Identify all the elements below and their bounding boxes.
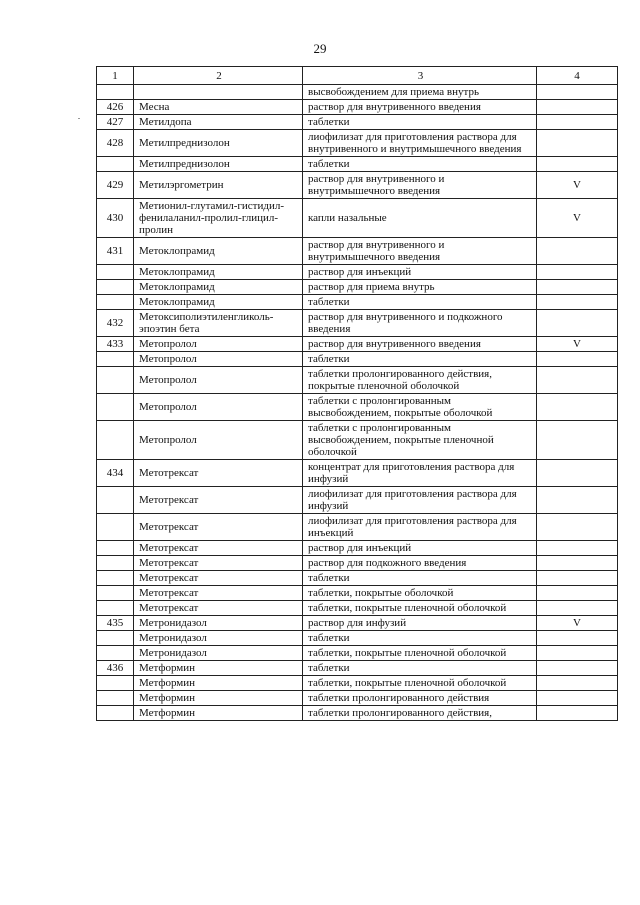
row-number-cell — [97, 514, 134, 541]
mark-cell — [537, 601, 618, 616]
row-number-cell — [97, 631, 134, 646]
drug-name-cell: Метронидазол — [134, 616, 303, 631]
dosage-form-cell: таблетки — [303, 115, 537, 130]
drug-name-cell: Метопролол — [134, 421, 303, 460]
mark-cell — [537, 367, 618, 394]
row-number-cell — [97, 280, 134, 295]
row-number-cell — [97, 586, 134, 601]
dosage-form-cell: лиофилизат для приготовления раствора для внутривенного и внутримышечного введения — [303, 130, 537, 157]
row-number-cell: 427 — [97, 115, 134, 130]
dosage-form-cell: таблетки — [303, 157, 537, 172]
table-row — [97, 310, 618, 337]
table-row — [97, 676, 618, 691]
table-row — [97, 460, 618, 487]
row-number-cell: 436 — [97, 661, 134, 676]
drug-name-cell: Метотрексат — [134, 514, 303, 541]
table-row — [97, 199, 618, 238]
dosage-form-cell: таблетки — [303, 631, 537, 646]
dosage-form-cell: таблетки с пролонгированным высвобождением, покрытые оболочкой — [303, 394, 537, 421]
drug-name-cell: Метоклопрамид — [134, 238, 303, 265]
table-row — [97, 280, 618, 295]
row-number-cell — [97, 265, 134, 280]
mark-cell — [537, 586, 618, 601]
table-row — [97, 691, 618, 706]
table-row — [97, 586, 618, 601]
mark-cell — [537, 556, 618, 571]
drug-name-cell: Метионил-глутамил-гистидил-фенилаланил-пролил-глицил-пролин — [134, 199, 303, 238]
drug-name-cell: Метоклопрамид — [134, 295, 303, 310]
table-row — [97, 706, 618, 721]
dosage-form-cell: раствор для внутривенного введения — [303, 337, 537, 352]
drug-name-cell: Метотрексат — [134, 541, 303, 556]
drug-name-cell: Метоксиполиэтиленгликоль-эпоэтин бета — [134, 310, 303, 337]
dosage-form-cell: лиофилизат для приготовления раствора для инфузий — [303, 487, 537, 514]
mark-cell — [537, 115, 618, 130]
drug-table — [96, 66, 618, 721]
table-row — [97, 394, 618, 421]
row-number-cell — [97, 394, 134, 421]
table-row — [97, 130, 618, 157]
header-col-1: 1 — [97, 67, 134, 85]
row-number-cell — [97, 541, 134, 556]
dosage-form-cell: таблетки — [303, 352, 537, 367]
mark-cell — [537, 514, 618, 541]
drug-name-cell: Метопролол — [134, 337, 303, 352]
mark-cell — [537, 352, 618, 367]
drug-name-cell: Метотрексат — [134, 487, 303, 514]
drug-name-cell — [134, 85, 303, 100]
table-row — [97, 514, 618, 541]
header-col-2: 2 — [134, 67, 303, 85]
mark-cell — [537, 295, 618, 310]
row-number-cell — [97, 487, 134, 514]
row-number-cell — [97, 676, 134, 691]
row-number-cell — [97, 421, 134, 460]
table-header-row — [97, 67, 618, 85]
mark-cell — [537, 691, 618, 706]
row-number-cell — [97, 556, 134, 571]
mark-cell — [537, 421, 618, 460]
dosage-form-cell: таблетки — [303, 661, 537, 676]
row-number-cell: 428 — [97, 130, 134, 157]
dosage-form-cell: раствор для подкожного введения — [303, 556, 537, 571]
mark-cell — [537, 130, 618, 157]
dosage-form-cell: раствор для инъекций — [303, 541, 537, 556]
row-number-cell — [97, 295, 134, 310]
table-row — [97, 571, 618, 586]
page-number: 29 — [313, 41, 327, 56]
margin-dot — [78, 118, 80, 119]
row-number-cell: 432 — [97, 310, 134, 337]
dosage-form-cell: таблетки с пролонгированным высвобождением, покрытые пленочной оболочкой — [303, 421, 537, 460]
table-row — [97, 631, 618, 646]
dosage-form-cell: лиофилизат для приготовления раствора для инъекций — [303, 514, 537, 541]
dosage-form-cell: таблетки пролонгированного действия, — [303, 706, 537, 721]
table-row — [97, 115, 618, 130]
row-number-cell: 434 — [97, 460, 134, 487]
drug-name-cell: Метотрексат — [134, 556, 303, 571]
mark-cell — [537, 541, 618, 556]
drug-name-cell: Месна — [134, 100, 303, 115]
table-row — [97, 646, 618, 661]
row-number-cell: 426 — [97, 100, 134, 115]
mark-cell — [537, 265, 618, 280]
drug-name-cell: Метформин — [134, 691, 303, 706]
table-row — [97, 352, 618, 367]
dosage-form-cell: таблетки, покрытые пленочной оболочкой — [303, 601, 537, 616]
drug-name-cell: Метопролол — [134, 367, 303, 394]
mark-cell — [537, 631, 618, 646]
table-row — [97, 556, 618, 571]
drug-name-cell: Метилпреднизолон — [134, 130, 303, 157]
row-number-cell — [97, 601, 134, 616]
mark-cell — [537, 280, 618, 295]
row-number-cell — [97, 691, 134, 706]
table-row — [97, 100, 618, 115]
dosage-form-cell: таблетки — [303, 571, 537, 586]
dosage-form-cell: капли назальные — [303, 199, 537, 238]
row-number-cell — [97, 367, 134, 394]
mark-cell — [537, 460, 618, 487]
drug-name-cell: Метоклопрамид — [134, 280, 303, 295]
row-number-cell: 430 — [97, 199, 134, 238]
mark-cell — [537, 238, 618, 265]
drug-name-cell: Метформин — [134, 661, 303, 676]
drug-name-cell: Метопролол — [134, 352, 303, 367]
header-col-3: 3 — [303, 67, 537, 85]
table-row — [97, 85, 618, 100]
dosage-form-cell: таблетки — [303, 295, 537, 310]
row-number-cell — [97, 706, 134, 721]
table-row — [97, 487, 618, 514]
drug-name-cell: Метоклопрамид — [134, 265, 303, 280]
mark-cell — [537, 394, 618, 421]
mark-cell: V — [537, 172, 618, 199]
table-row — [97, 421, 618, 460]
table-row — [97, 541, 618, 556]
table-row — [97, 238, 618, 265]
drug-name-cell: Метилпреднизолон — [134, 157, 303, 172]
dosage-form-cell: раствор для внутривенного и внутримышечного введения — [303, 238, 537, 265]
mark-cell — [537, 676, 618, 691]
table-row — [97, 295, 618, 310]
drug-name-cell: Метформин — [134, 706, 303, 721]
drug-name-cell: Метилдопа — [134, 115, 303, 130]
dosage-form-cell: таблетки, покрытые пленочной оболочкой — [303, 646, 537, 661]
drug-name-cell: Метилэргометрин — [134, 172, 303, 199]
table-row — [97, 616, 618, 631]
drug-name-cell: Метопролол — [134, 394, 303, 421]
row-number-cell: 429 — [97, 172, 134, 199]
mark-cell: V — [537, 616, 618, 631]
drug-name-cell: Метотрексат — [134, 586, 303, 601]
dosage-form-cell: таблетки пролонгированного действия — [303, 691, 537, 706]
header-col-4: 4 — [537, 67, 618, 85]
row-number-cell — [97, 157, 134, 172]
drug-name-cell: Метронидазол — [134, 631, 303, 646]
dosage-form-cell: таблетки, покрытые оболочкой — [303, 586, 537, 601]
dosage-form-cell: раствор для внутривенного и внутримышечного введения — [303, 172, 537, 199]
mark-cell — [537, 646, 618, 661]
dosage-form-cell: таблетки, покрытые пленочной оболочкой — [303, 676, 537, 691]
dosage-form-cell: таблетки пролонгированного действия, покрытые пленочной оболочкой — [303, 367, 537, 394]
mark-cell — [537, 661, 618, 676]
table-row — [97, 367, 618, 394]
mark-cell — [537, 310, 618, 337]
dosage-form-cell: раствор для инфузий — [303, 616, 537, 631]
table-row — [97, 337, 618, 352]
drug-name-cell: Метотрексат — [134, 601, 303, 616]
drug-name-cell: Метотрексат — [134, 571, 303, 586]
dosage-form-cell: высвобождением для приема внутрь — [303, 85, 537, 100]
drug-name-cell: Метформин — [134, 676, 303, 691]
drug-name-cell: Метронидазол — [134, 646, 303, 661]
table-row — [97, 601, 618, 616]
row-number-cell — [97, 85, 134, 100]
mark-cell — [537, 100, 618, 115]
mark-cell — [537, 85, 618, 100]
row-number-cell: 433 — [97, 337, 134, 352]
row-number-cell — [97, 571, 134, 586]
row-number-cell — [97, 646, 134, 661]
mark-cell: V — [537, 337, 618, 352]
dosage-form-cell: раствор для внутривенного и подкожного введения — [303, 310, 537, 337]
mark-cell — [537, 571, 618, 586]
table-row — [97, 172, 618, 199]
mark-cell — [537, 157, 618, 172]
table-row — [97, 157, 618, 172]
table-body — [97, 85, 618, 721]
dosage-form-cell: раствор для инъекций — [303, 265, 537, 280]
mark-cell: V — [537, 199, 618, 238]
drug-name-cell: Метотрексат — [134, 460, 303, 487]
dosage-form-cell: концентрат для приготовления раствора для инфузий — [303, 460, 537, 487]
row-number-cell: 435 — [97, 616, 134, 631]
mark-cell — [537, 706, 618, 721]
row-number-cell: 431 — [97, 238, 134, 265]
table-row — [97, 661, 618, 676]
mark-cell — [537, 487, 618, 514]
table-row — [97, 265, 618, 280]
dosage-form-cell: раствор для приема внутрь — [303, 280, 537, 295]
row-number-cell — [97, 352, 134, 367]
dosage-form-cell: раствор для внутривенного введения — [303, 100, 537, 115]
